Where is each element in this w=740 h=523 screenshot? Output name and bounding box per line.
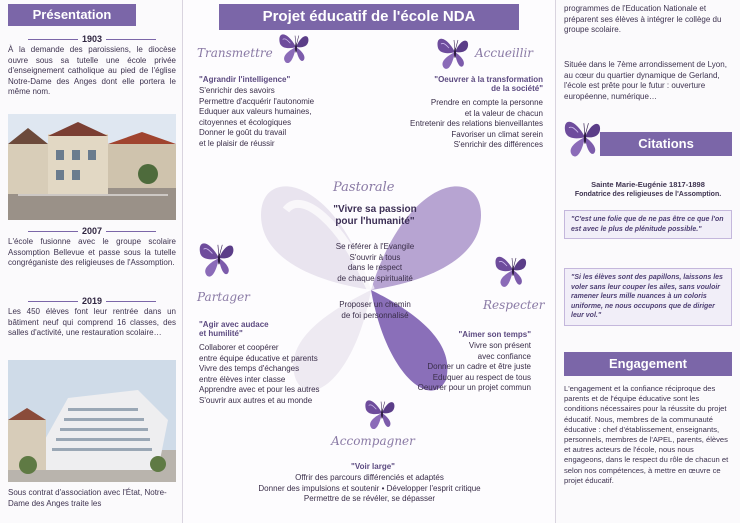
year-2019: 2019: [81, 296, 103, 306]
heading-respecter: Respecter: [483, 298, 545, 312]
quote-accompagner: "Voir large": [351, 462, 395, 471]
butterfly-icon: [277, 28, 315, 66]
school-photo-new: [8, 360, 176, 482]
list-partager: Collaborer et coopérer entre équipe éducative et parents Vivre des temps d'échanges entre élèves inter classe Apprendre avec et pour les autres S'ouvrir aux autres et au monde: [199, 343, 320, 405]
heading-partager: Partager: [197, 290, 250, 304]
heading-pastorale: Pastorale: [333, 180, 395, 195]
year-2019-row: [8, 296, 176, 306]
heading-accueillir: Accueillir: [475, 46, 534, 60]
text-footer: Sous contrat d'association avec l'État, Notre-Dame des Anges traite les: [8, 488, 167, 508]
quote-transmettre: "Agrandir l'intelligence": [199, 75, 291, 84]
citation-quote-1: "C'est une folie que de ne pas être ce que l'on est avec le plus de plénitude possible.": [564, 210, 732, 239]
list-accompagner: Offrir des parcours différenciés et adaptés Donner des impulsions et soutenir • Développer l'esprit critique Permettre de se révéler, se dépasser: [258, 473, 481, 504]
quote-partager: "Agir avec audace et humilité": [199, 320, 269, 338]
middle-panel: [183, 0, 556, 523]
engagement-text: L'engagement et la confiance réciproque des parents et de l'équipe éducative sont les conditions nécessaires pour la réussite du projet éducatif. Nous, membres de la communauté éducative : chef d'établissement, enseignants, personnels, membres de l'APEL, parents, élèves et autres acteurs de l'école, nous nous engageons, dans le respect du rôle de chacun et selon nos compétences, à mettre en œuvre ce projet éducatif.: [564, 384, 729, 485]
quote-accueillir: "Oeuvrer à la transformation de la société": [434, 75, 543, 93]
quote-respecter: "Aimer son temps": [458, 330, 531, 339]
engagement-title: Engagement: [564, 352, 732, 376]
butterfly-icon: [493, 250, 533, 290]
year-2007-row: [8, 226, 176, 236]
butterfly-icon: [363, 394, 401, 432]
heading-transmettre: Transmettre: [197, 46, 273, 60]
list-respecter: Vivre son présent avec confiance Donner un cadre et être juste Eduquer au respect de tous Oeuvrer pour un projet commun: [417, 341, 531, 393]
text-programmes: programmes de l'Education Nationale et préparent ses élèves à intégrer le collège du groupe scolaire.: [564, 4, 722, 34]
quote-pastorale: "Vivre sa passion pour l'humanité": [333, 204, 417, 227]
citation-author-role: Fondatrice des religieuses de l'Assomption.: [574, 191, 722, 198]
right-panel: [556, 0, 740, 523]
text-1903: À la demande des paroissiens, le diocèse ouvre sous sa tutelle une école privée d'enseignement catholique au pied de l'église Notre-Dame des Anges dont elle portera le même nom.: [8, 45, 176, 96]
butterfly-icon: [197, 236, 241, 280]
year-2007: 2007: [81, 226, 103, 236]
heading-accompagner: Accompagner: [331, 434, 415, 448]
left-panel: [0, 0, 183, 523]
presentation-title: Présentation: [8, 4, 136, 26]
list-transmettre: S'enrichir des savoirs Permettre d'acquérir l'autonomie Eduquer aux valeurs humaines, citoyennes et écologiques Donner le goût du travail et le plaisir de réussir: [199, 86, 315, 148]
list-pastorale: Se référer à l'Evangile S'ouvrir à tous dans le respect de chaque spiritualité: [335, 242, 415, 283]
project-title: Projet éducatif de l'école NDA: [219, 4, 519, 30]
butterfly-icon: [435, 32, 475, 72]
text-2007: L'école fusionne avec le groupe scolaire Assomption Bellevue et passe sous la tutelle congréganiste des religieuses de l'Assomption.: [8, 237, 176, 267]
year-1903-row: [8, 34, 176, 44]
citations-title: Citations: [600, 132, 732, 156]
text-location: Située dans le 7ème arrondissement de Lyon, au cœur du quartier dynamique de Gerland, l'école est prête pour le futur : ouverture européenne, numérique…: [564, 60, 727, 101]
text-2019: Les 450 élèves font leur rentrée dans un bâtiment neuf qui comprend 16 classes, des salles d'activité, une restauration scolaire…: [8, 307, 176, 337]
year-1903: 1903: [81, 34, 103, 44]
school-photo-old: [8, 114, 176, 220]
list-pastorale-2: Proposer un chemin de foi personnalisé: [339, 300, 411, 320]
list-accueillir: Prendre en compte la personne et la valeur de chacun Entretenir des relations bienveillantes Favoriser un climat serein S'enrichir des différences: [410, 98, 543, 150]
citation-author: Sainte Marie-Eugénie 1817-1898: [591, 180, 705, 189]
citation-quote-2: "Si les élèves sont des papillons, laissons les voler sans leur couper les ailes, sans vouloir ramener leurs mille nuances à un coloris uniforme, ne nous occupons que de diriger leur vol.": [564, 268, 732, 326]
